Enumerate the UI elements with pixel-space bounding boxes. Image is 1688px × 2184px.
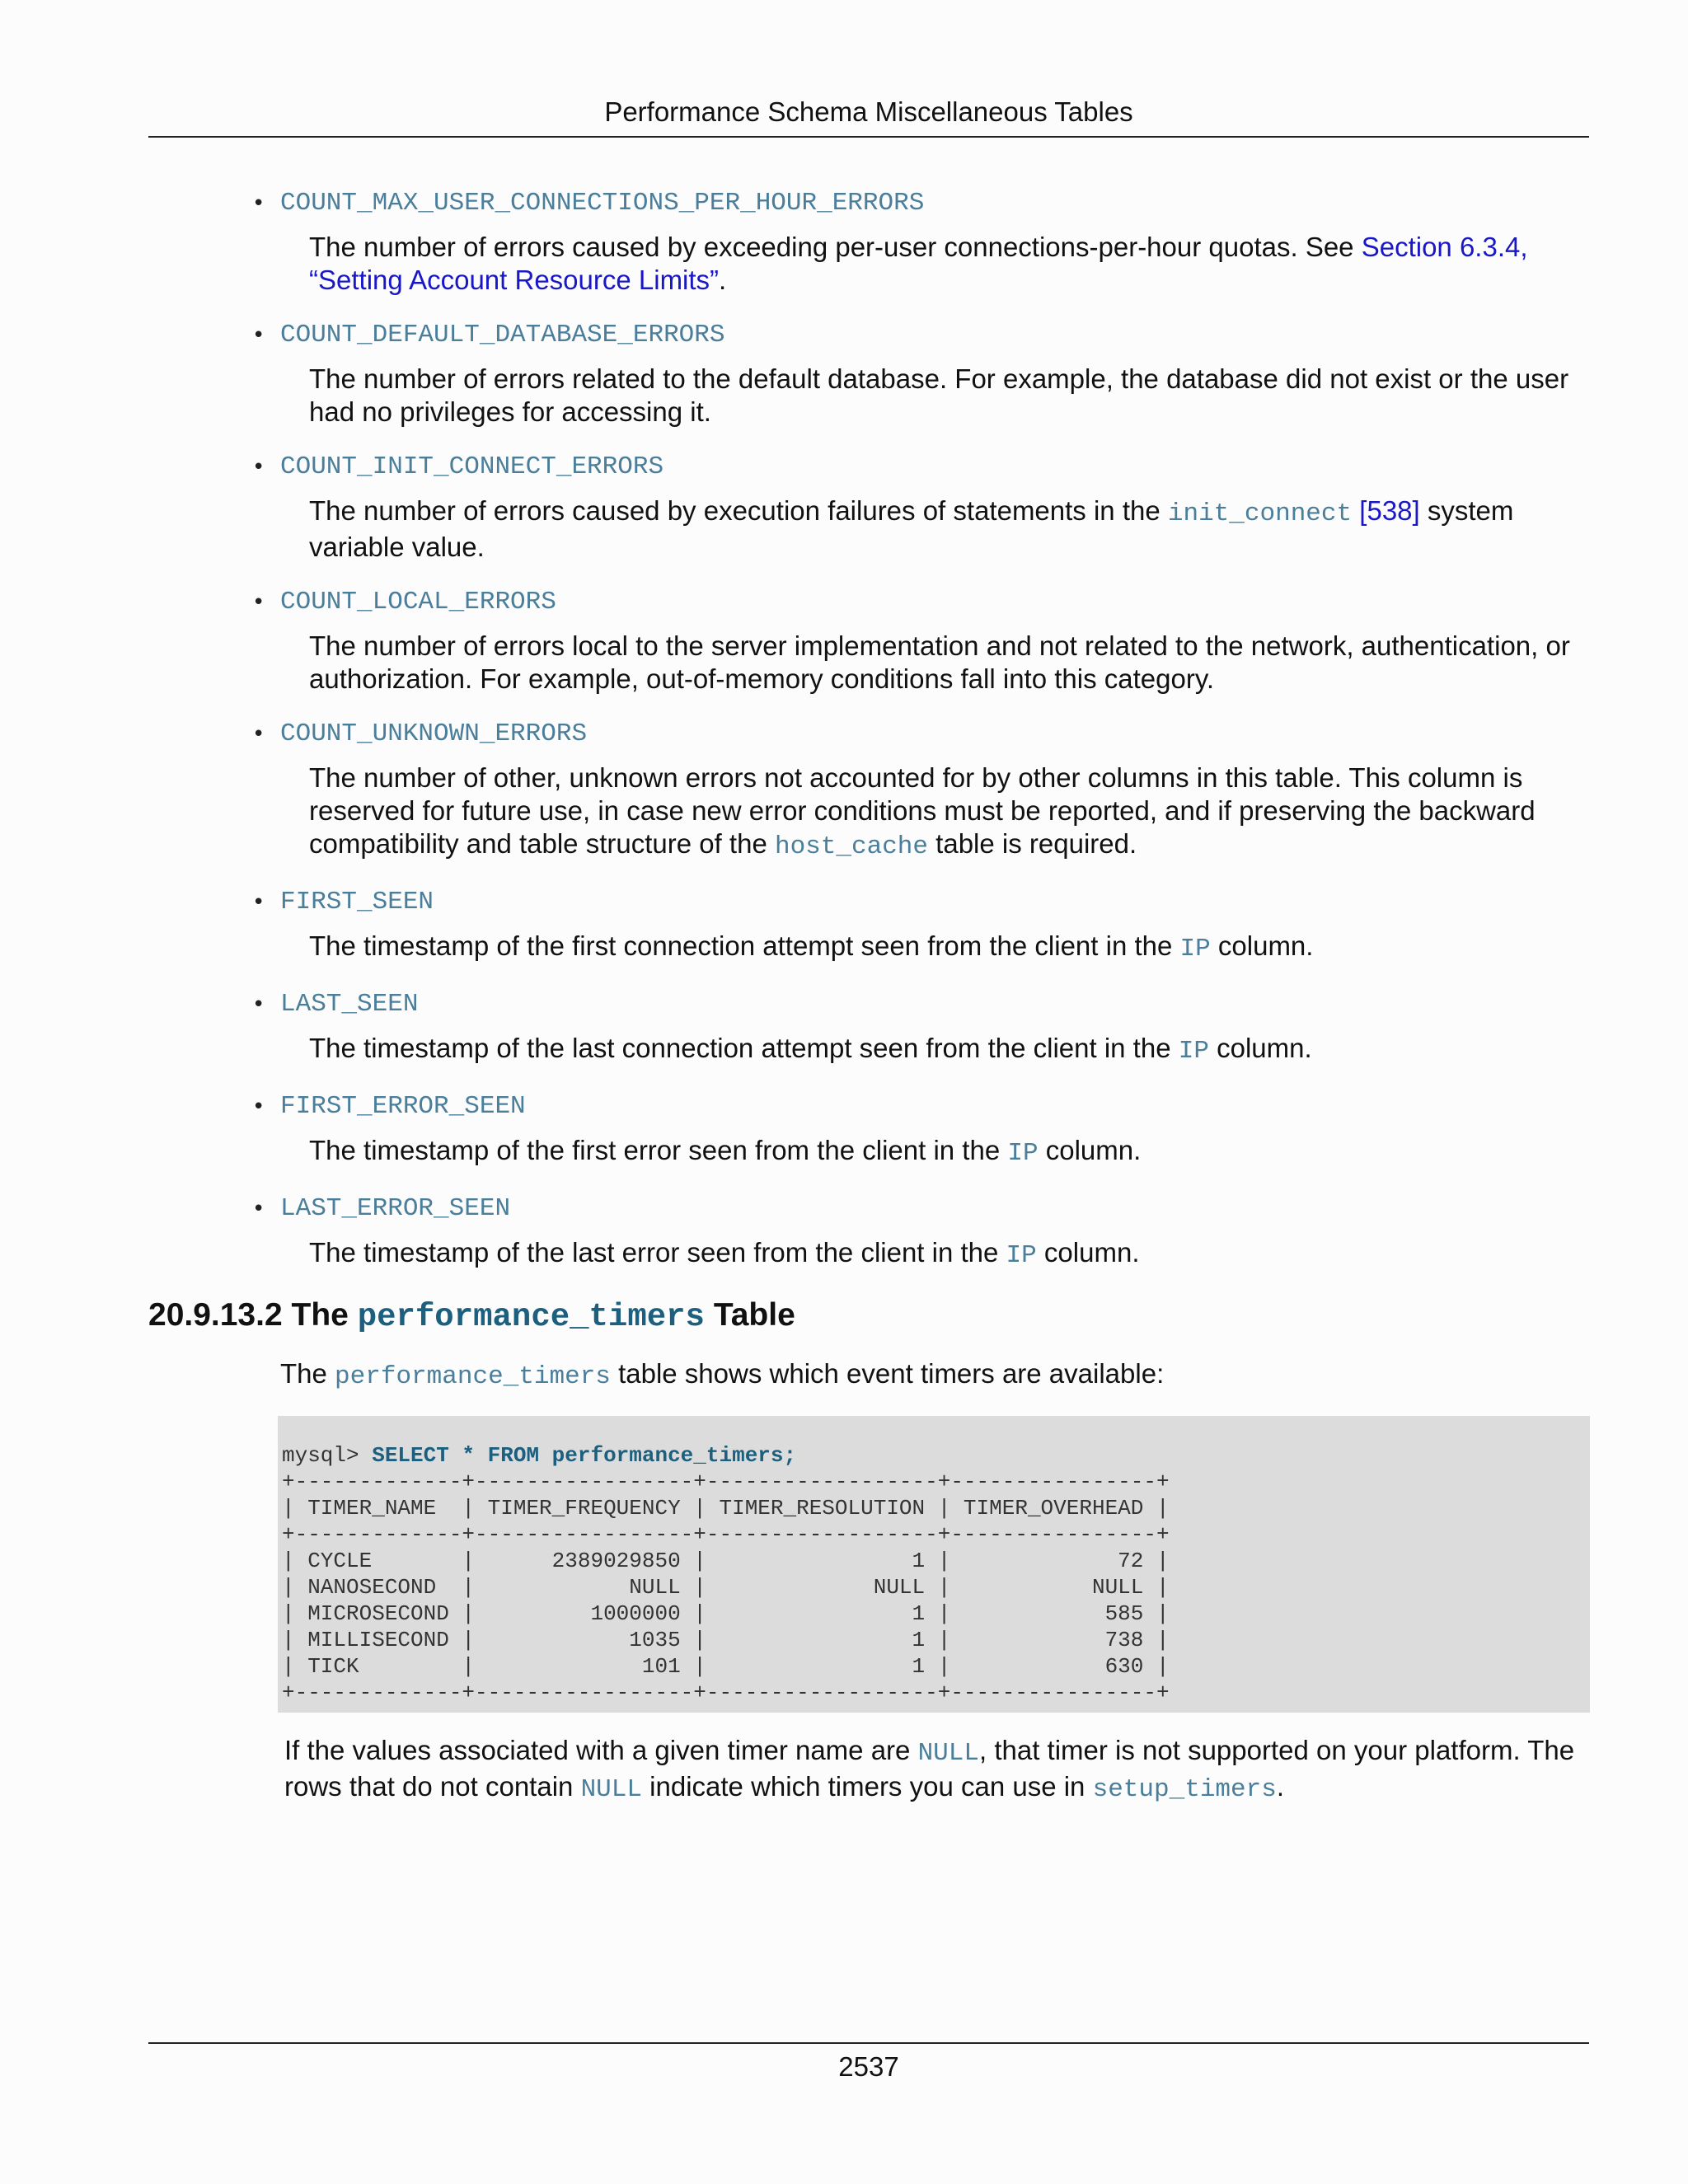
section-link[interactable]: Section 6.3.4,: [1361, 232, 1528, 262]
inline-code: IP: [1006, 1241, 1037, 1270]
inline-code: IP: [1179, 935, 1211, 963]
section-body: [280, 1357, 1595, 1807]
heading-word-table: Table: [713, 1297, 795, 1333]
sql-example-listing: [278, 1416, 1590, 1713]
column-term: LAST_ERROR_SEEN: [280, 1194, 511, 1223]
inline-code: performance_timers: [335, 1362, 611, 1391]
description-text: The timestamp of the last error seen from the client in the: [309, 1237, 1006, 1268]
description-text: The number of errors caused by exceeding per-user connections-per-hour quotas. See: [309, 232, 1362, 262]
description-text: table is required.: [928, 828, 1137, 859]
column-description: [309, 494, 1595, 564]
list-item: [252, 984, 1595, 1068]
column-term: COUNT_LOCAL_ERRORS: [280, 588, 556, 616]
header-rule: [148, 136, 1589, 138]
setup-timers-link[interactable]: setup_timers: [1092, 1775, 1277, 1804]
column-term: FIRST_ERROR_SEEN: [280, 1092, 526, 1121]
section-intro: [280, 1357, 1595, 1394]
column-description: The number of errors local to the server implementation and not related to the network, authentication, or authorization. For example, out-of-memory conditions fall into this category.: [309, 630, 1570, 694]
column-term: COUNT_UNKNOWN_ERRORS: [280, 719, 588, 748]
mysql-prompt: mysql>: [282, 1443, 373, 1468]
column-description: [309, 1134, 1595, 1170]
description-text: The timestamp of the first error seen from the client in the: [309, 1135, 1008, 1165]
list-item: [252, 315, 1595, 429]
term-line: [252, 1086, 1595, 1127]
bullet-icon: •: [252, 992, 265, 1017]
closing-text: , that timer is not supported on your platform. The rows that do not contain: [284, 1735, 1575, 1802]
column-description: [309, 762, 1595, 864]
column-term: FIRST_SEEN: [280, 888, 434, 916]
section-number: 20.9.13.2: [148, 1297, 283, 1333]
term-line: [252, 1188, 1595, 1230]
description-text: .: [719, 265, 727, 295]
term-line: [252, 582, 1595, 623]
list-item: [252, 1188, 1595, 1272]
term-line: [252, 447, 1595, 488]
description-text: column.: [1210, 930, 1314, 961]
column-term: COUNT_MAX_USER_CONNECTIONS_PER_HOUR_ERRORS: [280, 189, 925, 218]
query-result-table: +-------------+-----------------+------------------+----------------+ | TIMER_NAME | TIMER_FREQUENCY | TIMER_RESOLUTION | TIMER_OVERHEAD | +-------------+-----------------+------------------+----------------+ | CYCLE | 2389029850 | 1 | 72 | | NANOSECOND | NULL | NULL | NULL | | MICROSECOND | 1000000 | 1 | 585 | | MILLISECOND | 1035 | 1 | 738 | | TICK | 101 | 1 | 630 | +-------------+-----------------+------------------+----------------+: [282, 1469, 1170, 1705]
term-line: [252, 714, 1595, 755]
heading-word-the: The: [291, 1297, 349, 1333]
section-heading: [148, 1291, 1595, 1342]
inline-code: init_connect: [1167, 499, 1353, 528]
list-item: [252, 183, 1595, 297]
bullet-icon: •: [252, 722, 265, 747]
bullet-icon: •: [252, 890, 265, 915]
closing-text: indicate which timers you can use in: [641, 1771, 1093, 1802]
description-text: column.: [1208, 1033, 1312, 1063]
bullet-icon: •: [252, 1197, 265, 1221]
description-text: The timestamp of the first connection attempt seen from the client in the: [309, 930, 1180, 961]
description-text: column.: [1038, 1135, 1142, 1165]
running-header: Performance Schema Miscellaneous Tables: [604, 96, 1133, 127]
section-link-continued[interactable]: “Setting Account Resource Limits”: [309, 265, 720, 295]
column-description: The number of errors related to the default database. For example, the database did not exist or the user had no privileges for accessing it.: [309, 363, 1569, 427]
description-text: The number of errors caused by execution failures of statements in the: [309, 495, 1168, 526]
intro-text: table shows which event timers are available:: [610, 1358, 1165, 1389]
inline-code: host_cache: [774, 832, 928, 861]
closing-text: If the values associated with a given timer name are: [284, 1735, 918, 1765]
description-text: The timestamp of the last connection attempt seen from the client in the: [309, 1033, 1179, 1063]
footer-rule: [148, 2042, 1589, 2044]
bullet-icon: •: [252, 191, 265, 216]
list-item: [252, 882, 1595, 966]
inline-code: IP: [1178, 1037, 1209, 1066]
list-item: [252, 714, 1595, 864]
column-description: [309, 231, 1595, 297]
column-term: COUNT_INIT_CONNECT_ERRORS: [280, 452, 664, 481]
column-term: LAST_SEEN: [280, 990, 419, 1019]
column-term: COUNT_DEFAULT_DATABASE_ERRORS: [280, 321, 725, 349]
closing-text: .: [1276, 1771, 1285, 1802]
inline-code: NULL: [580, 1775, 642, 1804]
column-description: [309, 1236, 1595, 1272]
inline-code: IP: [1007, 1139, 1039, 1168]
inline-code: NULL: [917, 1739, 979, 1768]
bullet-icon: •: [252, 1094, 265, 1119]
term-line: [252, 984, 1595, 1025]
column-description: [309, 1032, 1595, 1068]
description-text: The number of other, unknown errors not accounted for by other columns in this table. This column is reserved for future use, in case new error conditions must be reported, and if preserving the backward compatibility and table structure of the: [309, 762, 1536, 859]
bullet-icon: •: [252, 323, 265, 348]
term-line: [252, 315, 1595, 356]
term-line: [252, 183, 1595, 224]
page-number: 2537: [838, 2051, 899, 2082]
description-text: column.: [1036, 1237, 1140, 1268]
list-item: [252, 582, 1595, 696]
bullet-icon: •: [252, 590, 265, 615]
intro-text: The: [280, 1358, 335, 1389]
heading-table-name: performance_timers: [357, 1299, 705, 1335]
sql-command: SELECT * FROM performance_timers;: [372, 1443, 797, 1468]
list-item: [252, 447, 1595, 564]
term-line: [252, 882, 1595, 923]
column-description: [309, 930, 1595, 966]
list-item: [252, 1086, 1595, 1170]
closing-paragraph: [284, 1734, 1595, 1807]
variable-link[interactable]: [538]: [1359, 495, 1420, 526]
description-text: system variable value.: [309, 495, 1514, 562]
bullet-icon: •: [252, 455, 265, 480]
page-content: [148, 183, 1595, 1807]
column-definition-list: [252, 183, 1595, 1272]
